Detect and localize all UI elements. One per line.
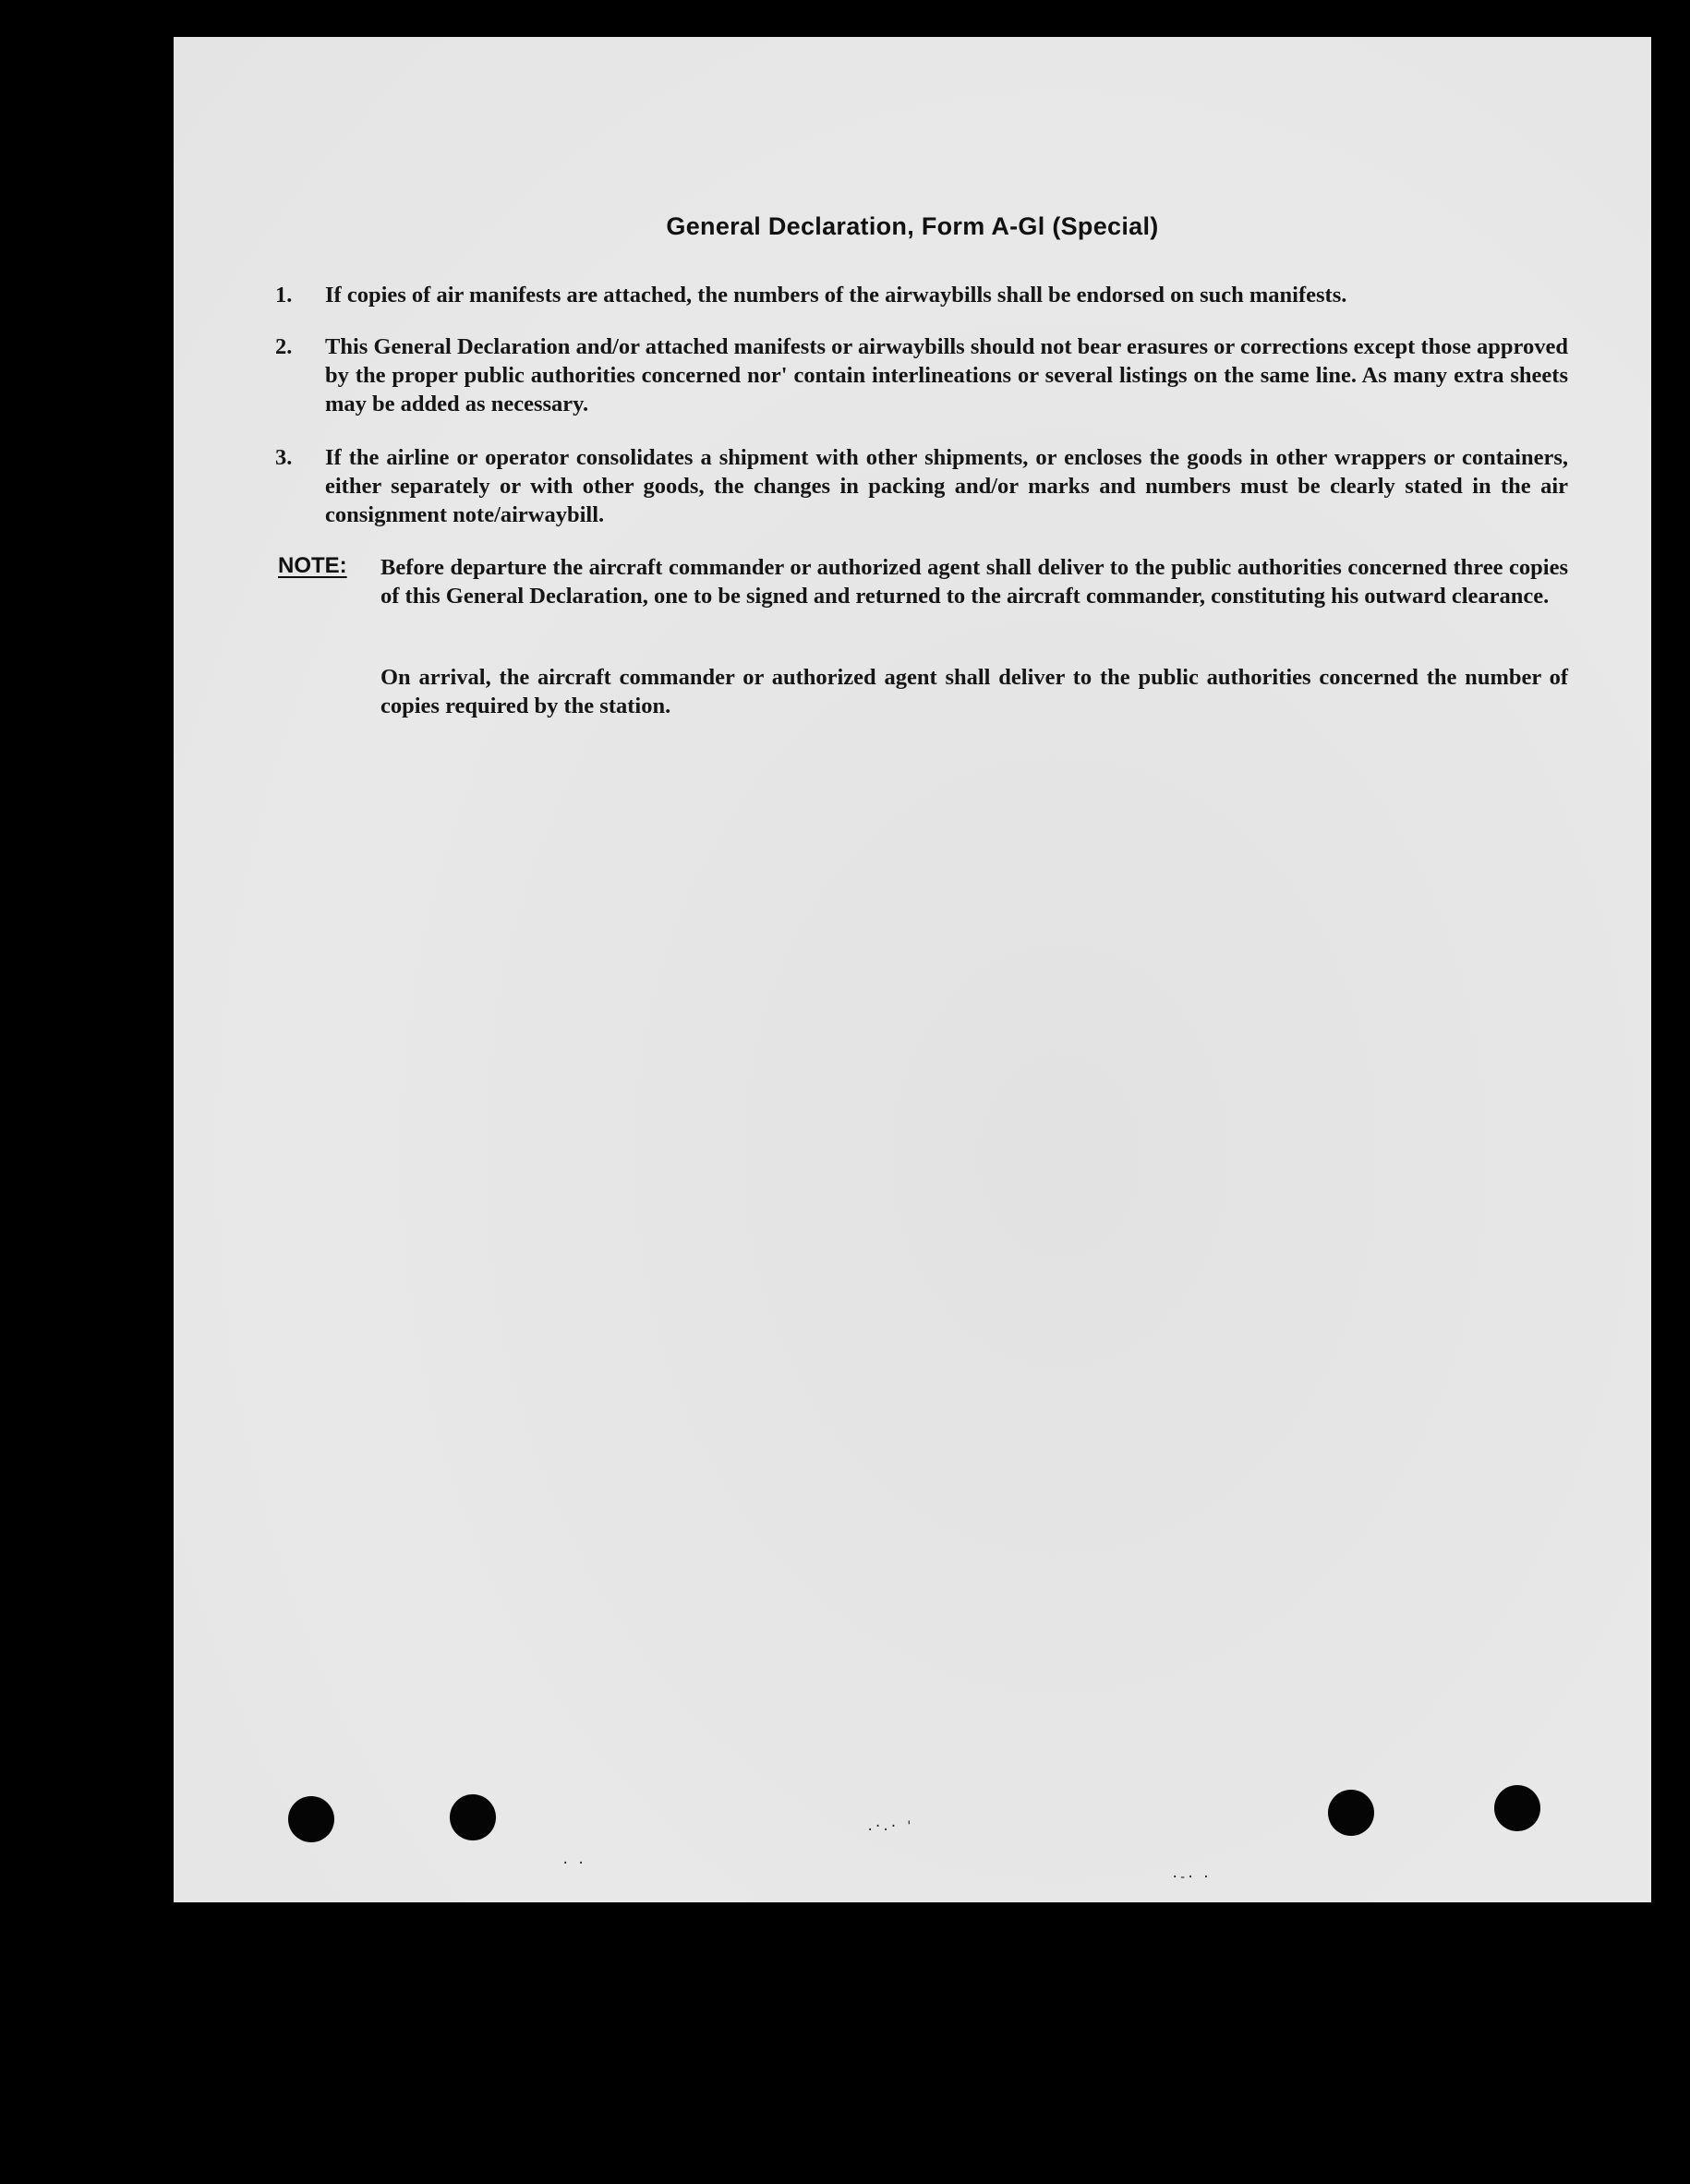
note-label: NOTE: bbox=[278, 553, 347, 578]
binder-hole-3 bbox=[1328, 1790, 1374, 1836]
bleed-through-texture bbox=[451, 776, 1374, 1607]
list-item-number: 1. bbox=[275, 283, 293, 308]
document-page bbox=[174, 37, 1651, 1902]
binder-hole-4 bbox=[1494, 1785, 1540, 1831]
document-title: General Declaration, Form A-Gl (Special) bbox=[666, 212, 1159, 240]
binder-hole-2 bbox=[450, 1794, 496, 1840]
list-item-number: 3. bbox=[275, 445, 293, 470]
list-item-text: If the airline or operator consolidates a shipment with other shipments, or encloses the goods in other wrappers or containers, either separately or with other goods, the changes in packing and/or marks and numbers must be clearly stated in the air consignment note/airwaybill. bbox=[325, 445, 1568, 527]
binder-hole-1 bbox=[288, 1796, 334, 1842]
list-item-number: 2. bbox=[275, 334, 293, 359]
note-paragraph-1: Before departure the aircraft commander or authorized agent shall deliver to the public authorities concerned three copies of this General Declaration, one to be signed and returned to the aircraft commander, constituting his outward clearance. bbox=[380, 555, 1568, 609]
scan-specks: .·.· ' bbox=[866, 1819, 913, 1834]
list-item-text: This General Declaration and/or attached manifests or airwaybills should not bear erasures or corrections except those approved by the proper public authorities concerned nor' contain interlineations or several listings on the same line. As many extra sheets may be added as necessary. bbox=[325, 334, 1568, 416]
scan-specks: ·-· · bbox=[1171, 1870, 1211, 1885]
note-paragraph-2: On arrival, the aircraft commander or authorized agent shall deliver to the public authorities concerned the number of copies required by the station. bbox=[380, 665, 1568, 718]
scan-specks: · · bbox=[561, 1856, 585, 1871]
list-item-text: If copies of air manifests are attached, the numbers of the airwaybills shall be endorsed on such manifests. bbox=[325, 283, 1347, 308]
